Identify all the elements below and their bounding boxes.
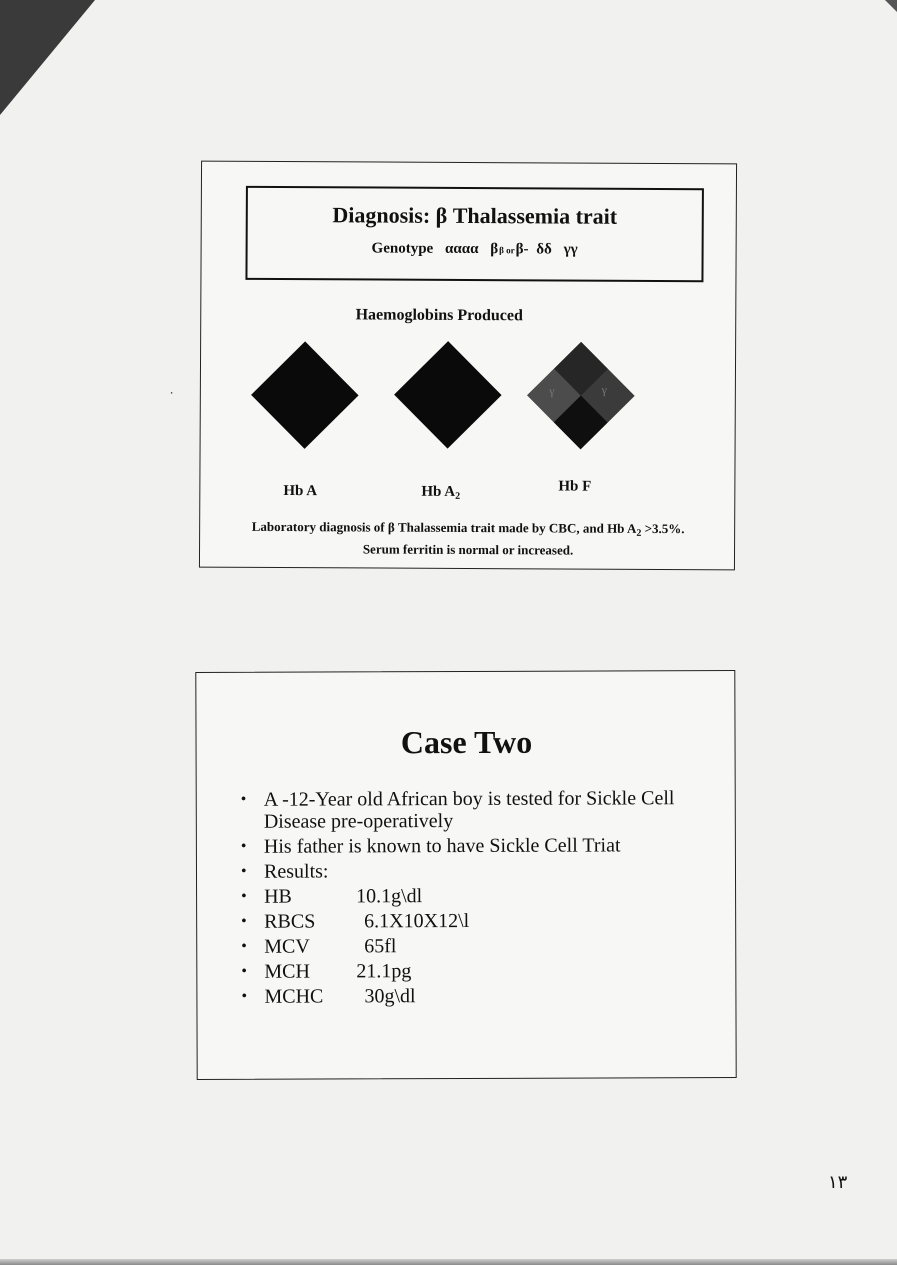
page-number: ١٣ — [828, 1172, 848, 1193]
genotype-label: Genotype — [371, 240, 434, 257]
list-item: • A -12-Year old African boy is tested for Sickle Cell Disease pre-operatively — [241, 787, 711, 833]
scan-shadow-top-right — [885, 0, 897, 12]
lab-diagnosis-note: Laboratory diagnosis of β Thalassemia trait made by CBC, and Hb $A_2 >3.5\%$. Serum ferritin is normal or increased. — [251, 518, 685, 558]
haemoglobins-heading: Haemoglobins Produced — [355, 306, 523, 325]
genotype-alpha: αααα — [444, 240, 479, 258]
genotype-line — [248, 240, 702, 259]
case-bullet-list — [241, 787, 712, 1011]
hb-f-diamond — [527, 342, 634, 449]
list-item: • Results: — [241, 859, 711, 883]
scan-bottom-edge — [0, 1259, 897, 1265]
result-item-rbcs: • RBCS 6.1X10X12\l — [241, 909, 711, 933]
gamma-mark-2: γ — [549, 383, 555, 398]
result-item-mch: • MCH 21.1pg — [241, 959, 711, 983]
hb-a-diamond — [251, 341, 358, 448]
case-title: Case Two — [400, 723, 533, 761]
scan-shadow-top-left — [0, 0, 95, 115]
scan-speck: ⸱ — [170, 386, 174, 400]
hb-a-label: Hb A — [283, 483, 318, 500]
result-item-hb: • HB 10.1g\dl — [241, 884, 711, 908]
gamma-mark-1: γ — [601, 382, 608, 397]
genotype-delta: δδ — [536, 241, 552, 258]
diagnosis-box — [245, 186, 703, 282]
slide-case-two — [195, 670, 736, 1080]
hb-a2-label: Hb $A_2$ — [421, 483, 461, 502]
slide-beta-thalassemia — [199, 161, 737, 571]
result-item-mchc: • MCHC 30g\dl — [241, 984, 711, 1008]
list-item: • His father is known to have Sickle Cell Triat — [241, 834, 711, 858]
hb-a2-diamond — [394, 341, 501, 448]
hb-f-label: Hb F — [558, 478, 592, 495]
result-item-mcv: • MCV 65fl — [241, 934, 711, 958]
genotype-beta: ββ orβ- — [490, 241, 529, 258]
diagnosis-title: Diagnosis: β Thalassemia trait — [332, 202, 618, 229]
genotype-gamma: γγ — [563, 241, 578, 258]
